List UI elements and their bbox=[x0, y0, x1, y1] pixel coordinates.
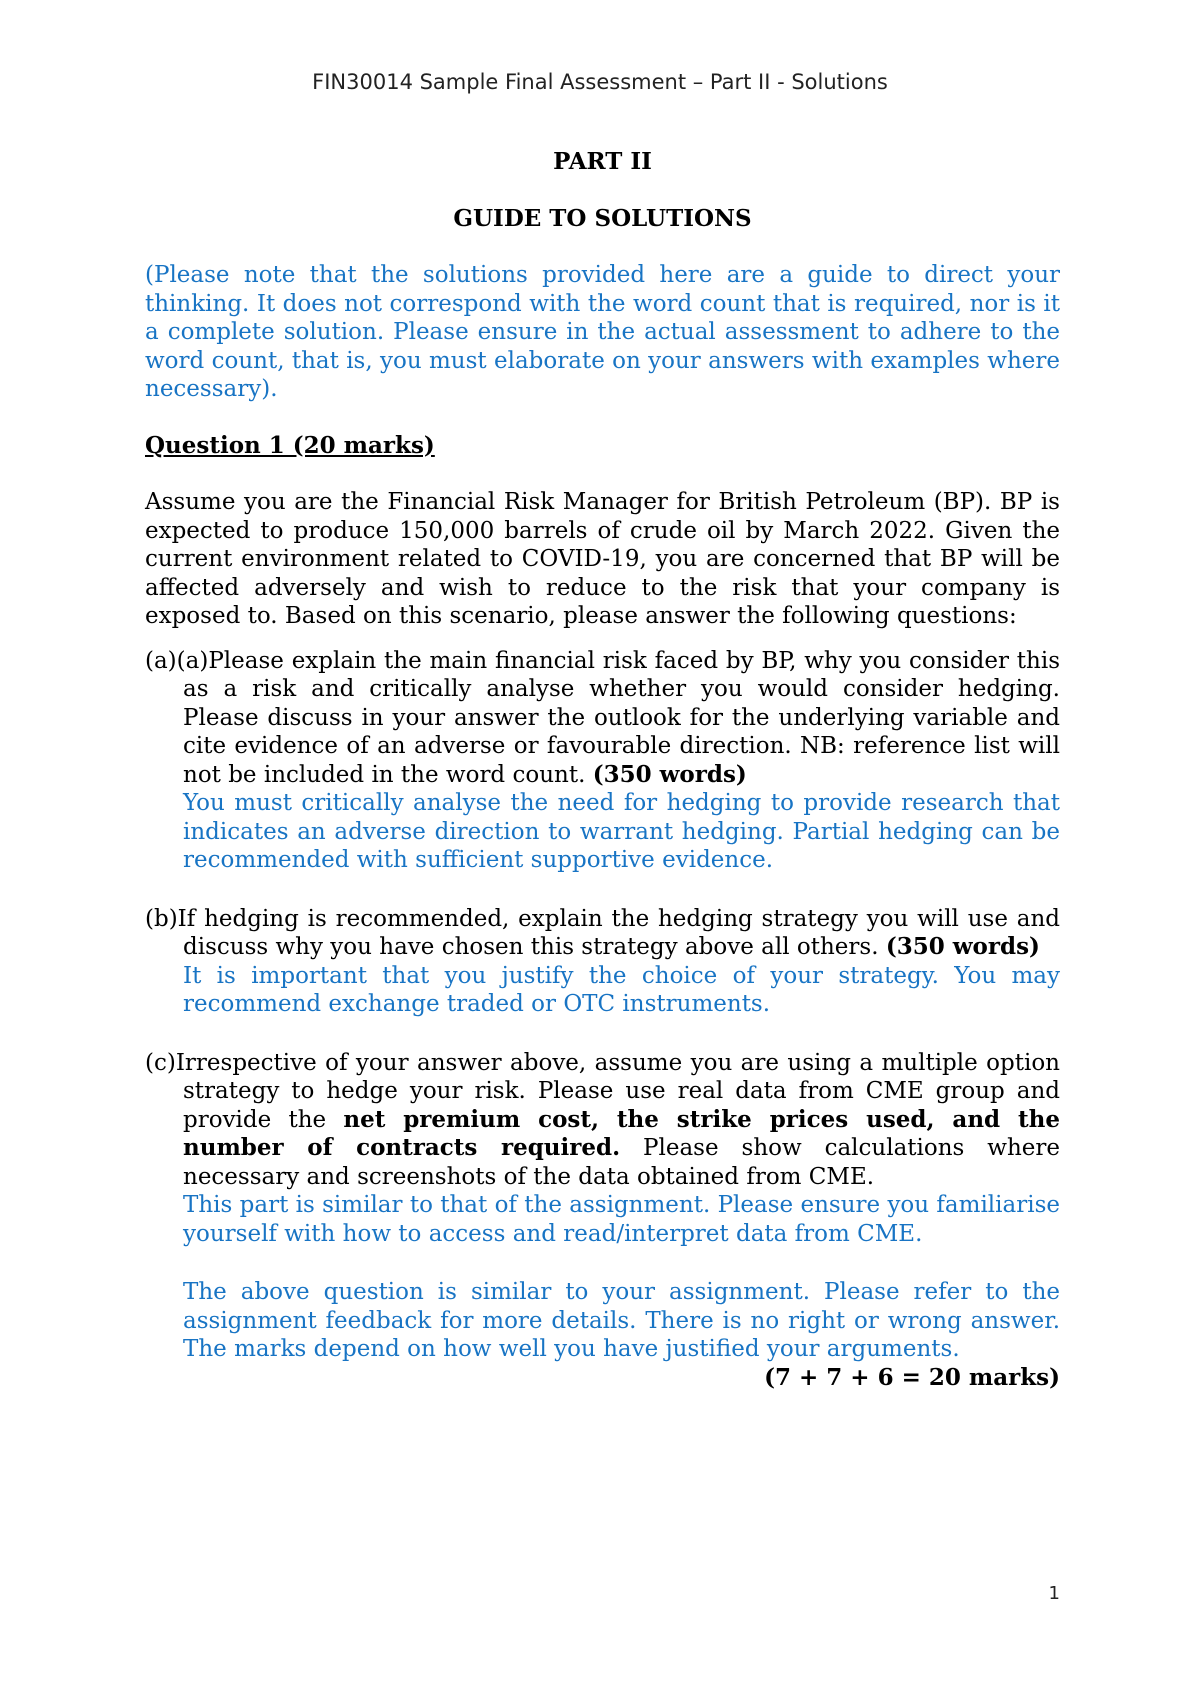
part-a-guide: You must critically analyse the need for hedging to provide research that indicates an adverse direction to warrant hedging. Partial hedging can be recommended with sufficient supportive evidence. bbox=[183, 790, 1060, 873]
question-part-c bbox=[145, 1049, 1060, 1249]
page-number: 1 bbox=[1048, 1583, 1060, 1604]
part-b-question bbox=[145, 905, 1060, 962]
part-c-question bbox=[145, 1049, 1060, 1192]
part-b-word-limit: (350 words) bbox=[885, 933, 1040, 960]
part-c-guide: This part is similar to that of the assignment. Please ensure you familiarise yourself with how to access and read/interpret data from CME. bbox=[183, 1192, 1060, 1247]
part-b-guide: It is important that you justify the choice of your strategy. You may recommend exchange traded or OTC instruments. bbox=[183, 962, 1060, 1017]
running-header: FIN30014 Sample Final Assessment – Part II - Solutions bbox=[312, 70, 888, 94]
part-a-body bbox=[145, 647, 1060, 875]
closing-note: The above question is similar to your assignment. Please refer to the assignment feedback for more details. There is no right or wrong answer. The marks depend on how well you have justified your arguments. bbox=[183, 1279, 1060, 1362]
marks-total: (7 + 7 + 6 = 20 marks) bbox=[764, 1363, 1060, 1391]
part-a-question-text: Please explain the main financial risk faced by BP, why you consider this as a risk and critically analyse whether you would consider hedging. Please discuss in your answer the outlook for the underlying variable and cite evidence of an adverse or favourable direction. NB: reference list will not be included in the word count. bbox=[183, 647, 1060, 788]
part-a-word-limit: (350 words) bbox=[592, 760, 747, 788]
part-a-question bbox=[145, 647, 1060, 790]
part-title: PART II bbox=[553, 148, 652, 175]
part-c-question-end: Please show calculations where necessary and screenshots of the data obtained from CME. bbox=[183, 1135, 1060, 1190]
intro-note: (Please note that the solutions provided here are a guide to direct your thinking. It does not correspond with the word count that is required, nor is it a complete solution. Please ensure in the actual assessment to adhere to the word count, that is, you must elaborate on your answers with examples where necessary). bbox=[145, 262, 1060, 402]
part-b-label: (b) bbox=[145, 905, 178, 932]
question-part-b bbox=[145, 905, 1060, 1019]
part-b-body bbox=[145, 905, 1060, 1019]
part-a-label: (a)(a) bbox=[145, 647, 209, 674]
part-c-body bbox=[145, 1049, 1060, 1249]
part-c-question-bold: net premium cost, the strike prices used, and the number of contracts required. bbox=[183, 1105, 1061, 1161]
page-content bbox=[145, 140, 1060, 1392]
part-c-label: (c) bbox=[145, 1049, 176, 1076]
question-1-scenario: Assume you are the Financial Risk Manager for British Petroleum (BP). BP is expected to produce 150,000 barrels of crude oil by March 2022. Given the current environment related to COVID-19, you are concerned that BP will be affected adversely and wish to reduce to the risk that your company is exposed to. Based on this scenario, please answer the following questions: bbox=[145, 489, 1060, 629]
guide-title: GUIDE TO SOLUTIONS bbox=[453, 204, 752, 232]
part-b-question-text: If hedging is recommended, explain the hedging strategy you will use and discuss why you have chosen this strategy above all others. bbox=[177, 905, 1060, 960]
part-c-question-start: Irrespective of your answer above, assume you are using a multiple option strategy to hedge your risk. Please use real data from CME group and provide the bbox=[175, 1049, 1060, 1133]
question-part-a bbox=[145, 647, 1060, 875]
question-1-heading: Question 1 (20 marks) bbox=[145, 431, 435, 459]
